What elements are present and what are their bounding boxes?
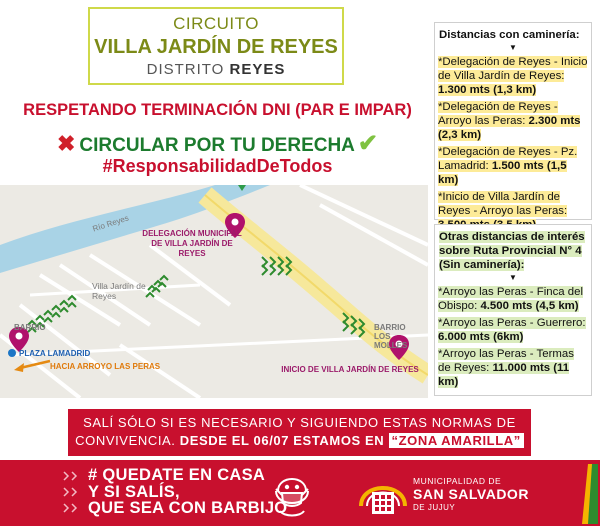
notice-banner: [68, 409, 531, 456]
down-arrow-icon: ▼: [509, 43, 517, 52]
neighborhood-label: Villa Jardín de Reyes: [92, 281, 146, 301]
distance-item: *Arroyo las Peras - Guerrero: 6.000 mts (6km): [438, 317, 586, 343]
title-circuito: CIRCUITO: [173, 14, 259, 33]
barrio-label: BARRIO: [14, 323, 46, 332]
municipality-line-2: SAN SALVADOR: [413, 486, 529, 502]
distance-item: *Delegación de Reyes - Pz. Lamadrid: 1.500 mts (1,5 km): [438, 146, 578, 186]
distances-sidewalk-panel: [434, 22, 592, 220]
municipality-logo: [357, 468, 409, 520]
footer: [0, 460, 600, 526]
dni-rule: RESPETANDO TERMINACIÓN DNI (PAR E IMPAR): [23, 101, 412, 119]
panel-title: Distancias con caminería:: [439, 29, 580, 41]
barrio-los-molles-label: BARRIO LOS MOLLES: [374, 323, 408, 350]
distance-item: *Delegación de Reyes - Arroyo las Peras: 2.300 mts (2,3 km): [438, 101, 581, 141]
start-pin-label: INICIO DE VILLA JARDÍN DE REYES: [281, 365, 419, 374]
footer-message: # QUEDATE EN CASA Y SI SALÍS, QUE SEA CON BARBIJO: [88, 466, 288, 517]
notice-line-1: SALÍ SÓLO SI ES NECESARIO Y SIGUIENDO ESTAS NORMAS DE: [83, 415, 516, 430]
river-label: Río Reyes: [91, 213, 130, 234]
face-mask-icon: [268, 465, 316, 521]
municipality-line-1: MUNICIPALIDAD DE: [413, 476, 502, 486]
distance-item: *Arroyo las Peras - Finca del Obispo: 4.500 mts (4,5 km): [438, 286, 583, 312]
title-villa: VILLA JARDÍN DE REYES: [94, 36, 338, 58]
map[interactable]: [0, 185, 428, 398]
hashtag: #ResponsabilidadDeTodos: [102, 156, 333, 176]
title-box: [88, 7, 344, 85]
distance-item: *Arroyo las Peras - Termas de Reyes: 11.000 mts (11 km): [438, 348, 574, 388]
zone-badge: “ZONA AMARILLA”: [389, 433, 524, 448]
check-icon: ✔: [357, 130, 379, 157]
down-arrow-icon: ▼: [509, 273, 517, 282]
notice-line-2: CONVIVENCIA. DESDE EL 06/07 ESTAMOS EN “ZONA AMARILLA”: [68, 432, 531, 450]
title-district: DISTRITO REYES: [146, 61, 286, 78]
arroyo-direction-label: HACIA ARROYO LAS PERAS: [50, 362, 161, 371]
distance-item: *Delegación de Reyes - Inicio de Villa Jardín de Reyes: 1.300 mts (1,3 km): [438, 56, 588, 96]
plaza-label: PLAZA LAMADRID: [19, 349, 91, 358]
direction-rule: ✖ CIRCULAR POR TU DERECHA ✔: [56, 130, 379, 157]
decorative-stripes: [578, 464, 598, 524]
cross-icon: ✖: [56, 131, 76, 156]
delegation-pin-label: DELEGACIÓN MUNICIPAL DE VILLA JARDÍN DE REYES: [142, 229, 242, 258]
panel-title: Otras distancias de interés sobre Ruta Provincial N° 4 (Sin caminería):: [439, 231, 585, 271]
distances-route-panel: [434, 224, 592, 396]
distance-item: *Inicio de Villa Jardín de Reyes - Arroyo las Peras:: [438, 190, 588, 232]
municipality-line-3: DE JUJUY: [413, 503, 456, 512]
